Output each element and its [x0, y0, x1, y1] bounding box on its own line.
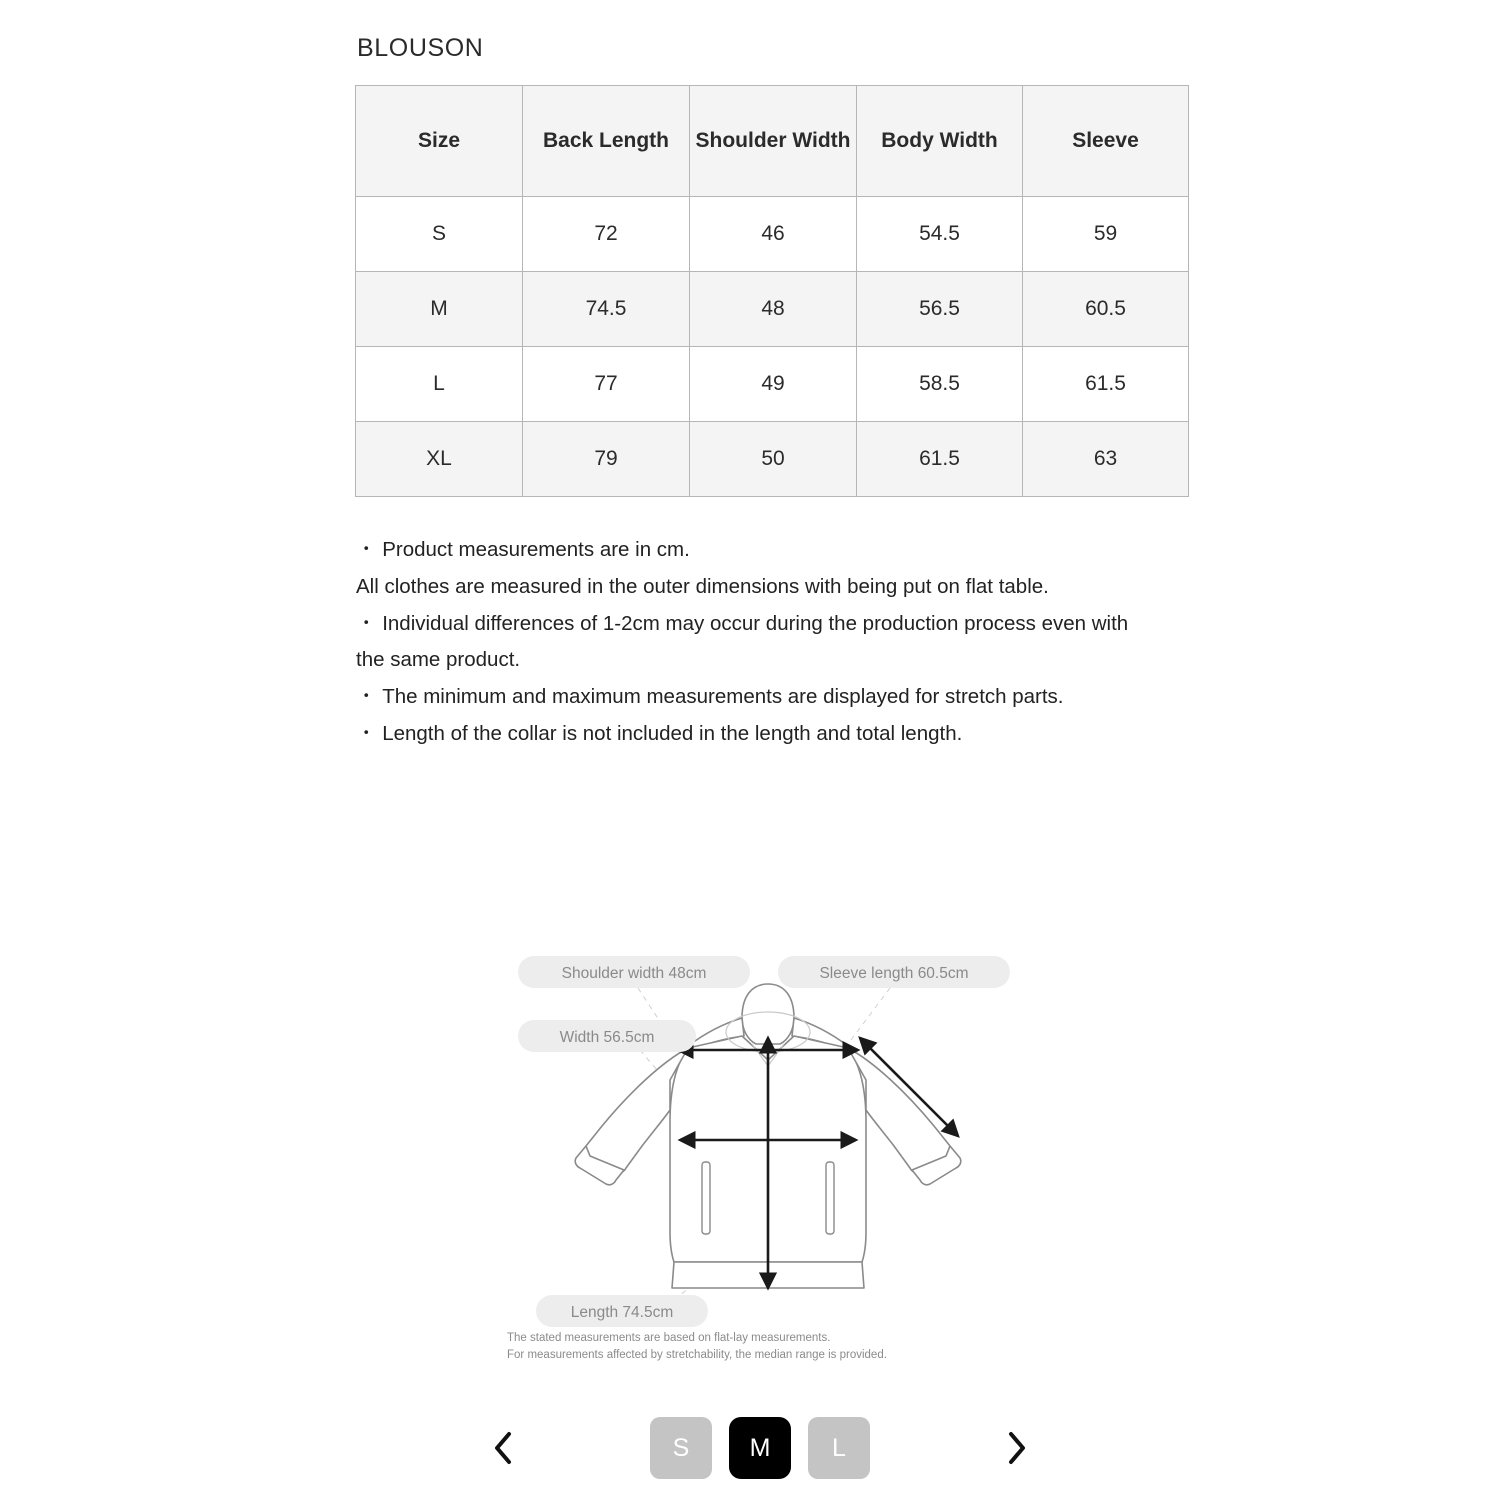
table-row: [356, 272, 1189, 347]
callout-shoulder-width-label: Shoulder width 48cm: [561, 965, 707, 982]
chevron-left-icon: [491, 1428, 515, 1468]
callout-length-label: Length 74.5cm: [570, 1304, 674, 1321]
size-swatch-m[interactable]: M: [729, 1417, 791, 1479]
cell-back-length: 77: [523, 347, 690, 422]
callout-shoulder-width: [518, 956, 750, 988]
callout-width: [518, 1020, 696, 1052]
size-selector: [480, 1398, 1040, 1498]
cell-back-length: 74.5: [523, 272, 690, 347]
note-line-4: ・ The minimum and maximum measurements are displayed for stretch parts.: [356, 685, 1064, 709]
cell-size: M: [356, 272, 523, 347]
size-chart-table: [355, 85, 1189, 497]
callout-width-label: Width 56.5cm: [559, 1029, 655, 1046]
cell-body-width: 56.5: [857, 272, 1023, 347]
cell-size: XL: [356, 422, 523, 497]
size-swatch-l[interactable]: L: [808, 1417, 870, 1479]
cell-size: S: [356, 197, 523, 272]
note-line-1: ・ Product measurements are in cm.: [356, 538, 690, 561]
cell-shoulder-width: 49: [690, 347, 857, 422]
column-header-shoulder-width: Shoulder Width: [690, 86, 857, 197]
cell-back-length: 79: [523, 422, 690, 497]
callout-length: [536, 1295, 708, 1327]
table-header-row: [356, 86, 1189, 197]
table-row: [356, 347, 1189, 422]
cell-body-width: 61.5: [857, 422, 1023, 497]
callout-sleeve-length: [778, 956, 1010, 988]
diagram-fineprint: [507, 1330, 887, 1363]
size-swatch-s[interactable]: S: [650, 1417, 712, 1479]
cell-sleeve: 59: [1023, 197, 1189, 272]
cell-body-width: 54.5: [857, 197, 1023, 272]
table-row: [356, 422, 1189, 497]
page-title: BLOUSON: [357, 34, 484, 62]
measurement-notes: [356, 532, 1156, 753]
next-size-button[interactable]: [994, 1418, 1040, 1478]
cell-shoulder-width: 46: [690, 197, 857, 272]
cell-shoulder-width: 48: [690, 272, 857, 347]
note-line-2: All clothes are measured in the outer dimensions with being put on flat table.: [356, 574, 1049, 598]
cell-sleeve: 61.5: [1023, 347, 1189, 422]
note-line-3: ・ Individual differences of 1-2cm may occur during the production process even with the same product.: [356, 611, 1129, 672]
cell-shoulder-width: 50: [690, 422, 857, 497]
cell-body-width: 58.5: [857, 347, 1023, 422]
cell-sleeve: 60.5: [1023, 272, 1189, 347]
prev-size-button[interactable]: [480, 1418, 526, 1478]
cell-back-length: 72: [523, 197, 690, 272]
chevron-right-icon: [1005, 1428, 1029, 1468]
fineprint-line-2: For measurements affected by stretchability, the median range is provided.: [507, 1348, 887, 1361]
table-row: [356, 197, 1189, 272]
fineprint-line-1: The stated measurements are based on flat-lay measurements.: [507, 1332, 831, 1344]
callout-sleeve-length-label: Sleeve length 60.5cm: [819, 965, 969, 982]
note-line-5: ・ Length of the collar is not included in the length and total length.: [356, 721, 963, 745]
column-header-body-width: Body Width: [857, 86, 1023, 197]
garment-measurement-diagram: [490, 940, 1030, 1360]
column-header-back-length: Back Length: [523, 86, 690, 197]
cell-size: L: [356, 347, 523, 422]
column-header-sleeve: Sleeve: [1023, 86, 1189, 197]
size-swatch-group: [650, 1417, 870, 1479]
column-header-size: Size: [356, 86, 523, 197]
cell-sleeve: 63: [1023, 422, 1189, 497]
